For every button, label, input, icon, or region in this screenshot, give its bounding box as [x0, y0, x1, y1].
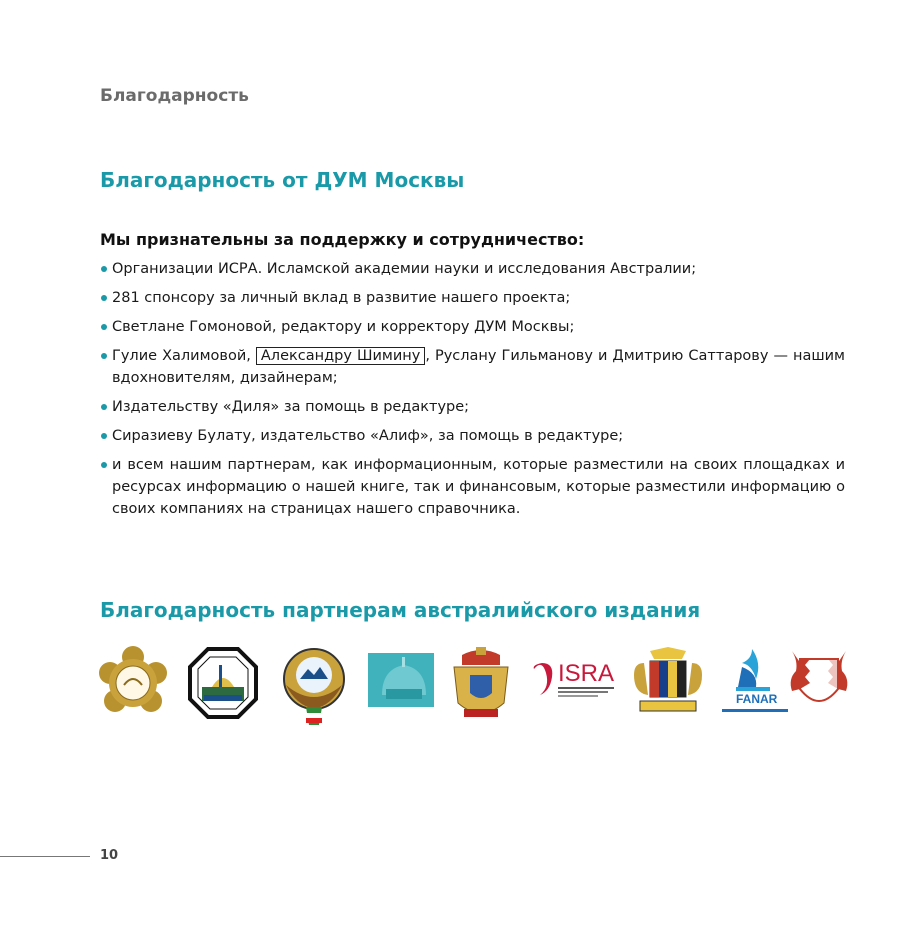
list-item: 281 спонсору за личный вклад в развитие нашего проекта;: [100, 287, 845, 309]
list-item-text: Гулие Халимовой,: [112, 348, 256, 364]
isra-logo: [528, 645, 618, 705]
falcon-crest-emblem-icon: [276, 645, 352, 729]
page-number: 10: [100, 848, 119, 863]
teal-dome-emblem-icon: [368, 645, 434, 709]
list-item-text: , Руслану Гильманову и Дмитрию Саттарову — нашим вдохновителям, дизайнерам;: [112, 348, 845, 386]
section-title-partners: Благодарность партнерам австралийского издания: [100, 598, 701, 622]
golden-rosette-emblem-icon: [96, 645, 170, 725]
royal-coat-of-arms-icon: [450, 645, 512, 723]
list-item: Издательству «Диля» за помощь в редактуре;: [100, 396, 845, 418]
list-item: Организации ИСРА. Исламской академии науки и исследования Австралии;: [100, 258, 845, 280]
malaysia-coat-of-arms-icon: [628, 645, 708, 717]
intro-text: Мы признательны за поддержку и сотрудничество:: [100, 230, 585, 249]
highlighted-name[interactable]: Александру Шимину: [256, 347, 425, 365]
fanar-logo-text: FANAR: [736, 692, 778, 706]
bahrain-emblem-icon: [786, 645, 852, 719]
octagon-mosque-emblem-icon: [186, 645, 260, 725]
list-item: Сиразиеву Булату, издательство «Алиф», за помощь в редактуре;: [100, 425, 845, 447]
fanar-logo: [716, 645, 796, 725]
isra-logo-text: ISRA: [558, 660, 615, 687]
section-title-dum: Благодарность от ДУМ Москвы: [100, 168, 465, 192]
acknowledgement-list: [100, 258, 845, 527]
list-item: и всем нашим партнерам, как информационным, которые разместили на своих площадках и ресурсах информацию о нашей книге, так и финансовым, которые разместили информацию о своих компаниях на страницах нашего справочника.: [100, 454, 845, 520]
list-item: Светлане Гомоновой, редактору и корректору ДУМ Москвы;: [100, 316, 845, 338]
partner-logos: [96, 645, 856, 735]
footer-rule: [0, 856, 90, 857]
running-title: Благодарность: [100, 86, 249, 106]
list-item: [100, 345, 845, 389]
